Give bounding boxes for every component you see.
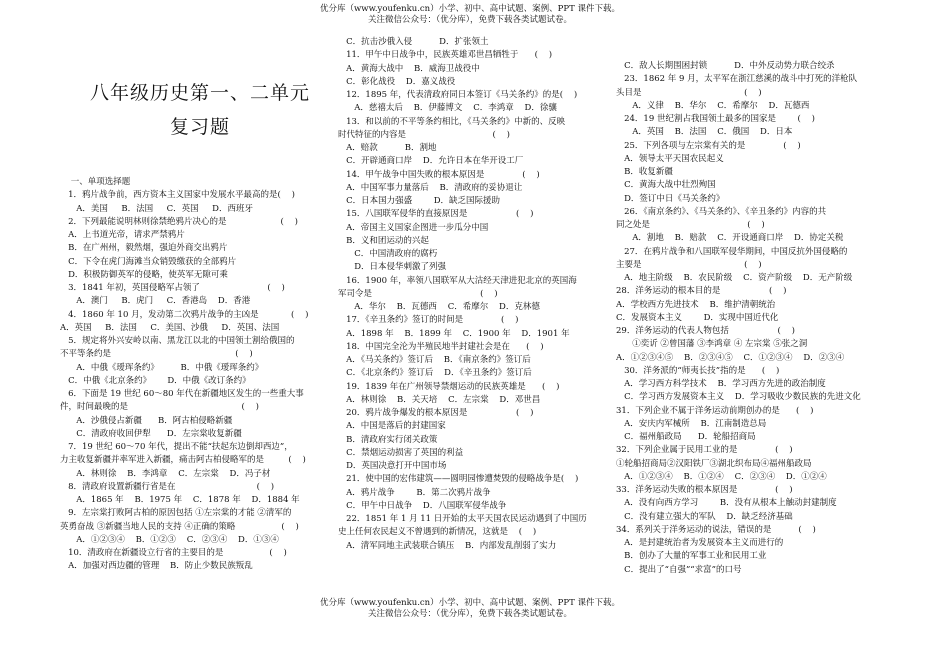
text-line: A．中俄《瑷珲条约》 B．中俄《瑷珲条约》	[60, 362, 264, 373]
page-header	[300, 4, 640, 26]
text-line: C．抗击沙俄入侵 D．扩张领土	[338, 37, 489, 47]
text-line: B．清政府实行闭关政策	[338, 434, 438, 445]
text-line: 力主收复新疆并率军进入新疆，痛击阿古柏侵略军的是 ( )	[60, 455, 306, 466]
text-line: 军司令是 ( )	[338, 288, 498, 299]
text-line: 1．鸦片战争前，西方资本主义国家中发展水平最高的是( )	[60, 190, 295, 201]
text-line: A．帝国主义国家企图进一步瓜分中国	[338, 222, 489, 233]
text-line: C．学习西方发展资本主义 D．学习吸收少数民族的先进文化	[616, 392, 861, 403]
text-line: 29．洋务运动的代表人物包括 ( )	[616, 326, 795, 336]
text-line: A．地主阶级 B．农民阶级 C．资产阶级 D．无产阶级	[616, 273, 853, 283]
text-line: 31．下列企业不属于洋务运动前期创办的是 ( )	[616, 405, 814, 416]
text-line: 8．清政府设置新疆行省是在 ( )	[60, 481, 275, 492]
text-line: 21．使中国的宏伟建筑——圆明园惨遭焚毁的侵略战争是( )	[338, 474, 579, 485]
text-line: A．美国 B．法国 C．英国 D．西班牙	[60, 203, 253, 214]
text-line: A．黄海大战中 B．威海卫战役中	[338, 63, 480, 74]
text-line: B．收复新疆	[616, 167, 673, 177]
text-line: 13．和以前的不平等条约相比，《马关条约》中新的、反映	[338, 116, 566, 127]
text-line: 5．规定将外兴安岭以南、黑龙江以北的中国领土割给俄国的	[60, 336, 295, 346]
text-line: 2．下列最能说明林则徐禁绝鸦片决心的是 ( )	[60, 216, 298, 227]
text-line: C．甲午中日战争 D．八国联军侵华战争	[338, 500, 507, 511]
footer-line-2: 关注微信公众号：（优分库），免费下载各类试题试卷。	[367, 609, 572, 619]
page-footer	[300, 598, 640, 620]
text-line: C．没有建立强大的军队 D．缺乏经济基础	[616, 511, 793, 522]
text-line: C．清政府收回伊犁 D．左宗棠收复新疆	[60, 428, 242, 439]
text-line: 23．1862 年 9 月，太平军在浙江慈溪的战斗中打死的洋枪队	[616, 74, 858, 85]
text-line: A．学校西方先进技术 B．维护清朝统治	[616, 299, 776, 310]
text-line: D．积极防御英军的侵略，使英军无隙可乘	[60, 269, 228, 280]
text-line: A．是封建统治者为发展资本主义而进行的	[616, 538, 784, 548]
text-line: 同之处是 ( )	[616, 220, 765, 230]
text-line: 22．1851 年 1 月 11 日开始的太平天国农民运动遇到了中国历	[338, 514, 587, 524]
text-line: A．慈禧太后 B．伊藤博文 C．李鸿章 D．徐骧	[338, 103, 557, 114]
text-line: A．①②③④ B．①②③ C．②③④ D．①③④	[60, 534, 279, 545]
text-line: B．义和团运动的兴起	[338, 235, 429, 246]
column-middle	[338, 36, 624, 553]
text-line: 27．在鸦片战争和八国联军侵华期间，中国反抗外国侵略的	[616, 246, 848, 257]
text-line: A．学习西方科学技术 B．学习西方先进的政治制度	[616, 379, 826, 389]
text-line: A．领导太平天国农民起义	[616, 153, 724, 164]
text-line: C．开辟通商口岸 D．允许日本在华开设工厂	[338, 156, 524, 167]
header-line-2: 关注微信公众号：（优分库），免费下载各类试题试卷。	[367, 15, 572, 25]
text-line: A．中国军事力量落后 B．清政府的妥协退让	[338, 182, 523, 193]
text-line: A．赔款 B．割地	[338, 143, 437, 153]
text-line: C．提出了“自强”“求富”的口号	[616, 564, 742, 575]
text-line: C．禁烟运动损害了英国的利益	[338, 447, 464, 458]
text-line: 30．洋务派的“师夷长技”指的是 ( )	[616, 365, 780, 376]
text-line: 12．1895 年，代表清政府同日本签订《马关条约》的是( )	[338, 90, 578, 100]
text-line: A．《马关条约》签订后 B．《南京条约》签订后	[338, 355, 531, 365]
text-line: 11．甲午中日战争中，民族英雄邓世昌牺牲于 ( )	[338, 50, 553, 61]
text-line: 16．1900 年，率领八国联军从大沽经天津进犯北京的英国海	[338, 275, 577, 286]
column-right	[616, 60, 906, 577]
text-line: 32．下列企业属于民用工业的是 ( )	[616, 445, 793, 456]
text-line: A．没有向西方学习 B．没有从根本上触动封建制度	[616, 498, 837, 509]
text-line: A．华尔 B．瓦德西 C．希摩尔 D．克林德	[338, 302, 540, 312]
text-line: C．《北京条约》签订后 D．《辛丑条约》签订后	[338, 368, 532, 379]
text-line: 10．清政府在新疆设立行省的主要目的是 ( )	[60, 548, 287, 558]
document-subtitle: 复习题	[169, 116, 230, 138]
text-line: B．在广州州，毅然烟，强迫外商交出鸦片	[60, 243, 228, 254]
text-line: B．创办了大量的军事工业和民用工业	[616, 551, 767, 562]
text-line: 7．19 世纪 60～70 年代，提出不能“扶起东边倒却西边”，	[60, 442, 293, 452]
text-line: A．林则徐 B．李鸿章 C．左宗棠 D．冯子材	[60, 468, 271, 479]
text-line: 时代特征的内容是 ( )	[338, 129, 510, 140]
footer-line-1: 优分库（www.youfenku.cn）小学、初中、高中试题、案例、PPT 课件下载。	[320, 598, 620, 608]
text-line: 25．下列各项与左宗棠有关的是 ( )	[616, 140, 801, 151]
text-line: 头目是 ( )	[616, 87, 762, 98]
text-line: 不平等条约是 ( )	[60, 349, 253, 360]
text-line: A．鸦片战争 B．第二次鸦片战争	[338, 487, 491, 498]
text-line: C．中国清政府的腐朽	[338, 249, 438, 259]
text-line: 6．下面是 19 世纪 60～80 年代在新疆地区发生的一些重大事	[60, 389, 304, 399]
text-line: 26．《南京条约》、《马关条约》、《辛丑条约》内容的共	[616, 206, 827, 217]
text-line: 3．1841 年初，英国侵略军占领了 ( )	[60, 283, 285, 293]
text-line: 20．鸦片战争爆发的根本原因是 ( )	[338, 408, 534, 418]
text-line: 34．系列关于洋务运动的说法，错误的是 ( )	[616, 524, 816, 535]
text-line: D．英国决意打开中国市场	[338, 461, 447, 471]
text-line: 14．甲午战争中国失败的根本原因是 ( )	[338, 169, 540, 180]
text-line: D．日本侵华刺激了列强	[338, 262, 447, 273]
text-line: 9．左宗棠打败阿古柏的原因包括 ①左宗棠的才能 ②清军的	[60, 508, 292, 519]
text-line: ①轮船招商局②汉阳铁厂③湖北织布局④福州船政局	[616, 458, 812, 469]
text-line: A．英国 B．法国 C．美国、沙俄 D．英国、法国	[60, 322, 280, 333]
text-line: 33．洋务运动失败的根本原因是 ( )	[616, 485, 793, 495]
text-line: 18．中国完全沦为半殖民地半封建社会是在 ( )	[338, 341, 544, 352]
text-line: 19．1839 年在广州领导禁烟运动的民族英雄是 ( )	[338, 381, 560, 392]
text-line: C．彰化战役 D．嘉义战役	[338, 76, 456, 87]
text-line: A．义律 B．华尔 C．希摩尔 D．瓦德西	[616, 100, 810, 111]
text-line: 15．八国联军侵华的直接原因是 ( )	[338, 209, 534, 220]
text-line: 史上任何农民起义不曾遇到的新情况，这就是 ( )	[338, 527, 537, 538]
text-line: A．1898 年 B．1899 年 C．1900 年 D．1901 年	[338, 328, 570, 339]
text-line: A．清军同地主武装联合镇压 B．内部发乱削弱了实力	[338, 540, 557, 551]
text-line: ①奕䜣 ②曾国藩 ③李鸿章 ④ 左宗棠 ⑤张之洞	[616, 339, 808, 350]
text-line: A．加强对西边疆的管理 B．防止少数民族叛乱	[60, 561, 253, 572]
text-line: D．签订中日《马关条约》	[616, 193, 725, 204]
document-title: 八年级历史第一、二单元	[90, 82, 311, 104]
text-line: A．英国 B．法国 C．俄国 D．日本	[616, 127, 793, 138]
column-left	[60, 176, 330, 574]
text-line: A．澳门 B．虎门 C．香港岛 D．香港	[60, 296, 251, 307]
text-line: C．敌人长期围困封锁 D．中外反动势力联合绞杀	[616, 61, 835, 71]
text-line: 英勇奋战 ③新疆当地人民的支持 ④正确的策略 ( )	[60, 521, 299, 532]
text-line: 24．19 世纪割占我国领土最多的国家是 ( )	[616, 114, 815, 124]
text-line: C．福州船政局 D．轮船招商局	[616, 432, 756, 442]
text-line: C．黄海大战中壮烈殉国	[616, 180, 716, 191]
text-line: C．中俄《北京条约》 D．中俄《改订条约》	[60, 375, 251, 386]
text-line: 件，时间最晚的是 ( )	[60, 402, 259, 413]
text-line: C．下令在虎门海滩当众销毁缴获的全部鸦片	[60, 256, 237, 267]
text-line: C．日本国力强盛 D．缺乏国际援助	[338, 196, 501, 206]
text-line: A．沙俄侵占新疆 B．阿古柏侵略新疆	[60, 415, 233, 426]
text-line: A．中国是落后的封建国家	[338, 421, 446, 432]
text-line: A．①②③④⑤ B．②③④⑤ C．①②③④ D．②③④	[616, 352, 845, 363]
text-line: A．①②③④ B．①②④ C．②③④ D．①②④	[616, 471, 827, 482]
header-line-1: 优分库（www.youfenku.cn）小学、初中、高中试题、案例、PPT 课件下载。	[320, 4, 620, 14]
text-line: 主要是 ( )	[616, 259, 762, 270]
text-line: A．1865 年 B．1975 年 C．1878 年 D．1884 年	[60, 495, 300, 505]
text-line: 17．《辛丑条约》签订的时间是 ( )	[338, 315, 519, 326]
text-line: 28．洋务运动的根本目的是 ( )	[616, 286, 787, 297]
text-line: A．上书道光帝，请求严禁鸦片	[60, 230, 185, 240]
text-line: 一、单项选择题	[60, 177, 131, 187]
text-line: C．发展资本主义 D．实现中国近代化	[616, 312, 779, 323]
text-line: A．安庆内军械所 B．江南制造总局	[616, 418, 767, 429]
text-line: A．林则徐 B．关天培 C．左宗棠 D．邓世昌	[338, 394, 541, 405]
text-line: 4．1860 年 10 月，发动第二次鸦片战争的主凶是 ( )	[60, 309, 309, 320]
text-line: A．割地 B．赔款 C．开设通商口岸 D．协定关税	[616, 233, 844, 244]
